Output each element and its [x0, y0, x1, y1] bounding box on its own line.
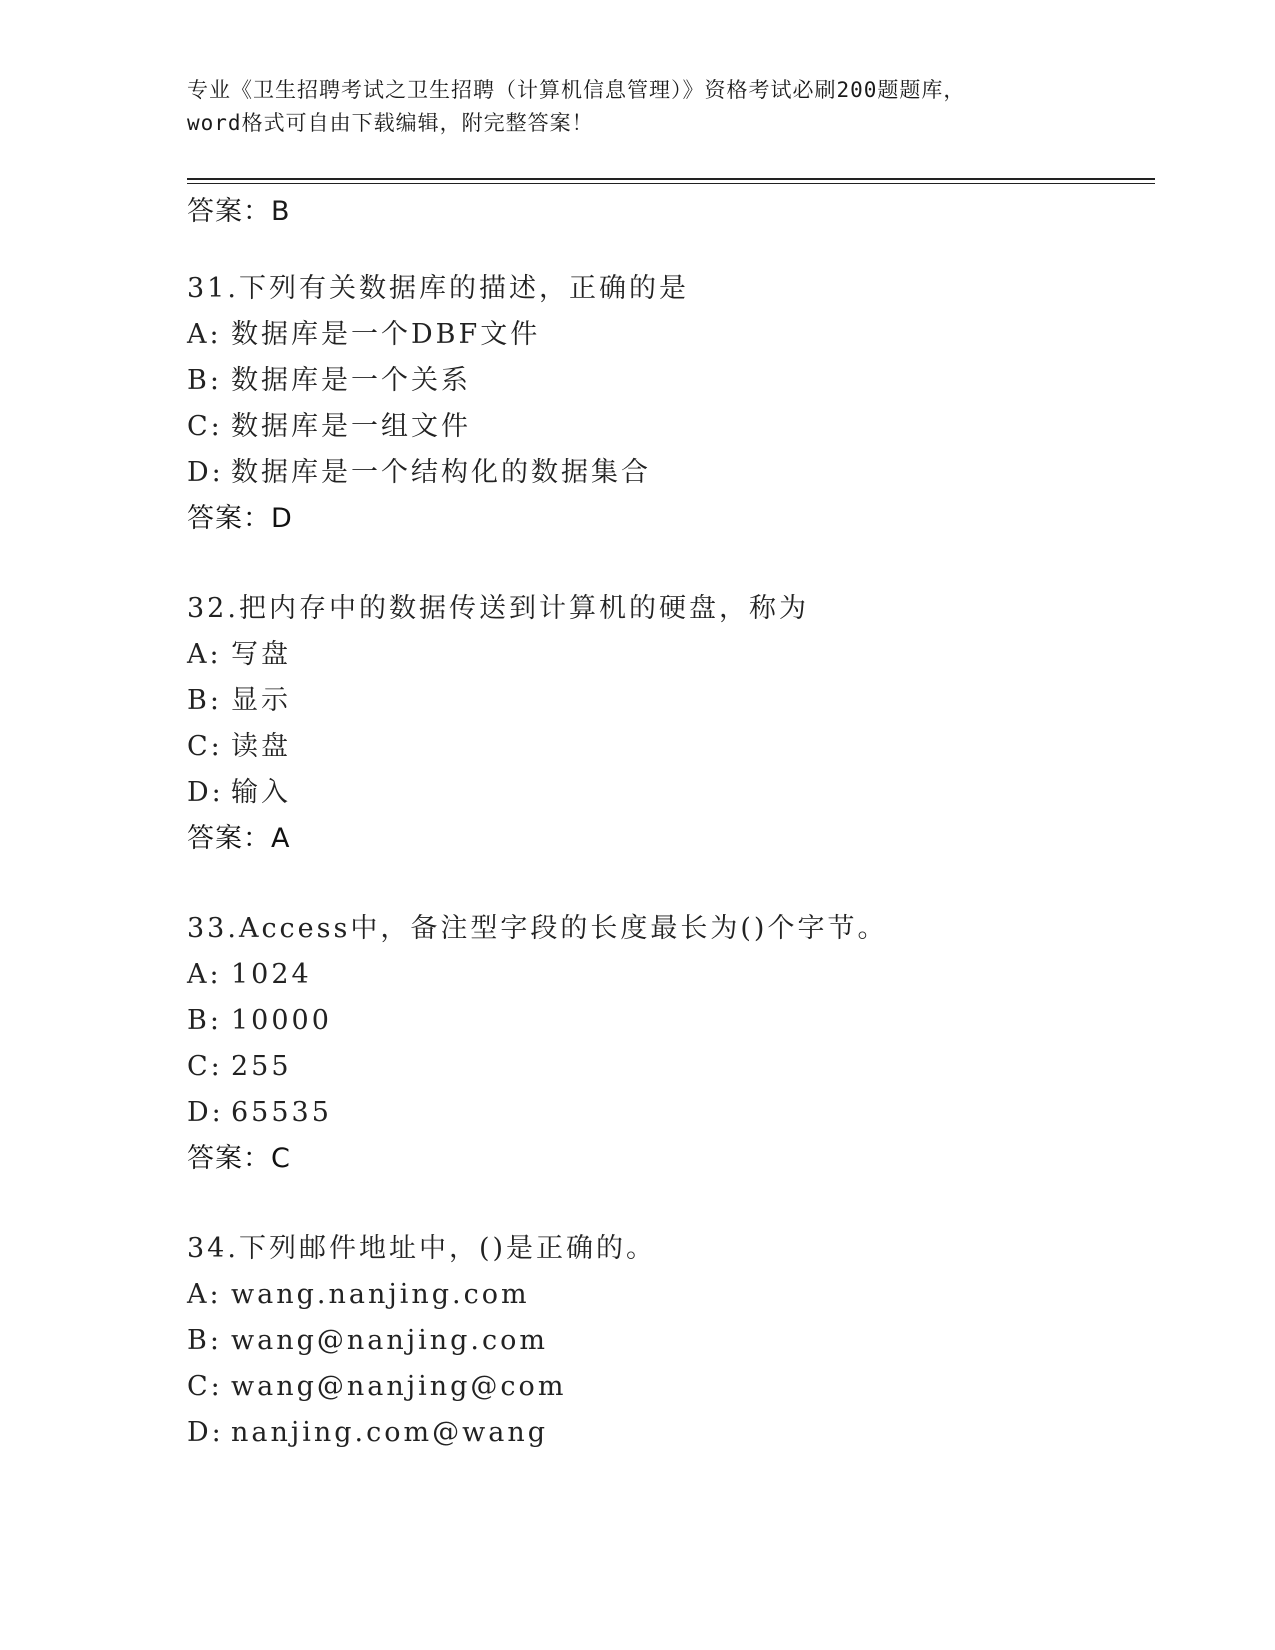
option-c — [187, 404, 1187, 450]
option-letter: D: — [187, 777, 224, 808]
answer-label: 答案：A — [187, 823, 291, 854]
option-text: 输入 — [231, 777, 291, 808]
option-c — [187, 1044, 1187, 1090]
option-c — [187, 1364, 1187, 1410]
question-stem: 34.下列邮件地址中，()是正确的。 — [187, 1233, 657, 1264]
question-stem: 32.把内存中的数据传送到计算机的硬盘，称为 — [187, 593, 809, 624]
option-letter: B: — [187, 1325, 222, 1356]
option-letter: B: — [187, 365, 222, 396]
option-a — [187, 1272, 1187, 1318]
option-letter: B: — [187, 685, 222, 716]
option-text: 数据库是一个结构化的数据集合 — [231, 457, 651, 488]
answer-label: 答案：D — [187, 503, 293, 534]
option-b — [187, 358, 1187, 404]
option-text: 1024 — [231, 959, 312, 990]
option-letter: C: — [187, 731, 223, 762]
question-stem: 31.下列有关数据库的描述，正确的是 — [187, 273, 689, 304]
option-letter: A: — [187, 319, 222, 350]
option-b — [187, 1318, 1187, 1364]
option-d — [187, 1410, 1187, 1456]
option-b — [187, 678, 1187, 724]
option-d — [187, 1090, 1187, 1136]
header-line-2: word格式可自由下载编辑，附完整答案！ — [187, 111, 594, 135]
header-divider-thick — [187, 178, 1155, 180]
option-b — [187, 998, 1187, 1044]
option-text: 读盘 — [231, 731, 291, 762]
option-a — [187, 312, 1187, 358]
option-a — [187, 952, 1187, 998]
option-letter: C: — [187, 1051, 223, 1082]
option-text: wang.nanjing.com — [231, 1279, 530, 1310]
question-32 — [187, 586, 1187, 862]
option-c — [187, 724, 1187, 770]
option-letter: A: — [187, 1279, 222, 1310]
option-letter: C: — [187, 411, 223, 442]
previous-answer: 答案：B — [187, 196, 291, 227]
option-d — [187, 770, 1187, 816]
header-divider-thin — [187, 183, 1155, 184]
document-header — [187, 74, 1087, 140]
question-34 — [187, 1226, 1187, 1456]
option-letter: C: — [187, 1371, 223, 1402]
header-line-1: 专业《卫生招聘考试之卫生招聘（计算机信息管理）》资格考试必刷200题题库， — [187, 78, 966, 102]
option-letter: A: — [187, 639, 222, 670]
answer-label: 答案：C — [187, 1143, 291, 1174]
option-text: 10000 — [231, 1005, 332, 1036]
option-letter: A: — [187, 959, 222, 990]
option-a — [187, 632, 1187, 678]
option-text: 写盘 — [231, 639, 291, 670]
option-text: 数据库是一组文件 — [231, 411, 471, 442]
option-text: 显示 — [231, 685, 291, 716]
option-text: 数据库是一个关系 — [231, 365, 471, 396]
option-letter: D: — [187, 1417, 224, 1448]
option-text: 255 — [231, 1051, 292, 1082]
option-letter: D: — [187, 457, 224, 488]
option-text: 数据库是一个DBF文件 — [231, 319, 541, 350]
question-stem: 33.Access中，备注型字段的长度最长为()个字节。 — [187, 913, 888, 944]
option-letter: B: — [187, 1005, 222, 1036]
option-text: nanjing.com@wang — [231, 1417, 548, 1448]
option-text: wang@nanjing@com — [231, 1371, 567, 1402]
question-33 — [187, 906, 1187, 1182]
option-d — [187, 450, 1187, 496]
option-text: 65535 — [231, 1097, 332, 1128]
option-letter: D: — [187, 1097, 224, 1128]
question-31 — [187, 266, 1187, 542]
option-text: wang@nanjing.com — [231, 1325, 548, 1356]
